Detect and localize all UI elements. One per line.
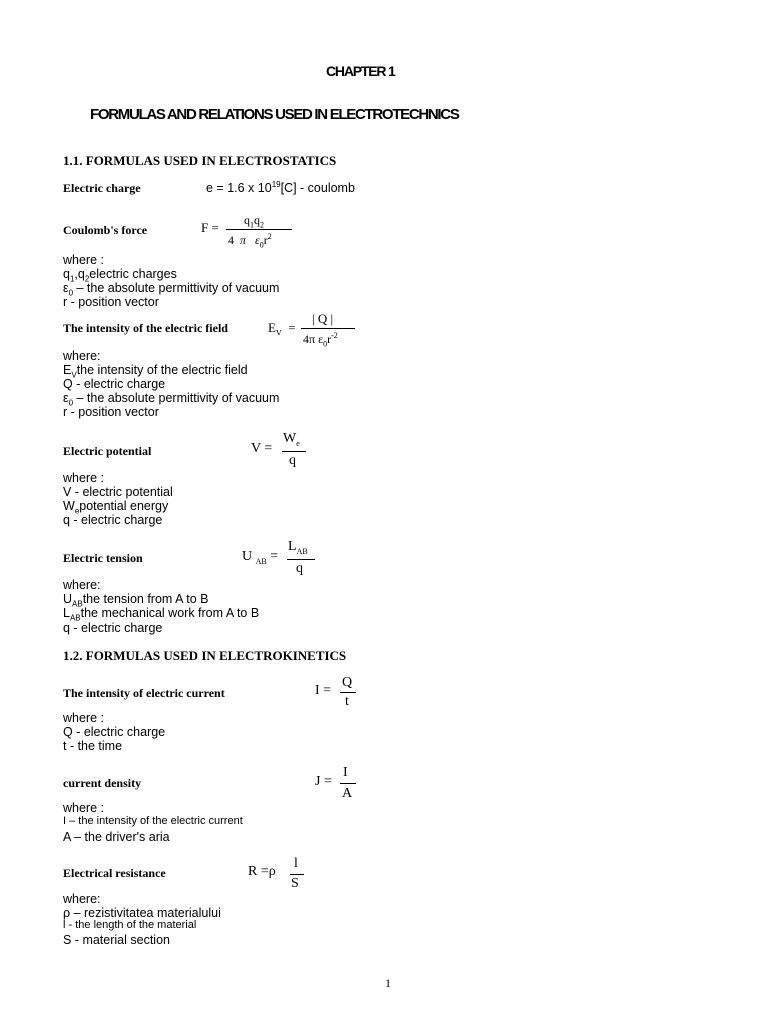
- potential-def-energy: $W_epotential$ energy: [63, 499, 169, 516]
- section-heading-electrostatics: 1.1. FORMULAS USED IN ELECTROSTATICS: [63, 153, 337, 168]
- resistance-where: where:: [63, 892, 101, 906]
- potential-fraction-bar: [282, 451, 306, 452]
- current-denominator: t: [345, 694, 349, 709]
- coulomb-force-label: Coulomb's force: [63, 223, 148, 237]
- field-fraction-bar: [301, 328, 355, 329]
- resistance-def-length: l - the length of the material: [63, 919, 197, 931]
- potential-lhs: V =: [251, 441, 273, 456]
- current-numerator: Q: [342, 675, 353, 690]
- tension-numerator: $L_{AB}$: [288, 539, 308, 556]
- coulomb-denominator: 4 π $\varepsilon_0r^2$: [228, 232, 272, 250]
- electrical-resistance-label: Electrical resistance: [63, 866, 166, 880]
- page-title: FORMULAS AND RELATIONS USED IN ELECTROTECHNICS: [90, 106, 459, 123]
- electric-charge-label: Electric charge: [63, 181, 141, 195]
- current-density-label: current density: [63, 776, 142, 790]
- current-lhs: I =: [315, 683, 332, 698]
- coulomb-def-permittivity: $\varepsilon_0$ – the absolute permittivity of vacuum: [63, 281, 280, 298]
- section-heading-electrokinetics: 1.2. FORMULAS USED IN ELECTROKINETICS: [63, 648, 347, 663]
- coulomb-def-position: r - position vector: [63, 295, 159, 309]
- tension-def-charge: q - electric charge: [63, 621, 163, 635]
- field-where: where:: [63, 349, 101, 363]
- current-def-time: t - the time: [63, 739, 123, 753]
- coulomb-numerator: $q_1q_2$: [244, 213, 264, 230]
- resistance-numerator: l: [294, 856, 298, 871]
- field-def-position: r - position vector: [63, 405, 159, 419]
- tension-fraction-bar: [287, 559, 315, 560]
- current-fraction-bar: [340, 692, 356, 693]
- electric-current-label: The intensity of electric current: [63, 686, 225, 700]
- resistance-lhs: R =ρ: [248, 864, 276, 879]
- electric-tension-label: Electric tension: [63, 551, 143, 565]
- potential-where: where :: [63, 471, 104, 485]
- field-numerator: | Q |: [312, 311, 334, 326]
- electric-field-label: The intensity of the electric field: [63, 321, 228, 335]
- field-def-intensity: $E_Vthe$ intensity of the electric field: [63, 363, 248, 380]
- density-denominator: A: [342, 786, 353, 801]
- coulomb-lhs: F =: [201, 220, 219, 235]
- density-numerator: I: [343, 765, 348, 780]
- field-def-charge: Q - electric charge: [63, 377, 166, 391]
- density-def-intensity: I – the intensity of the electric current: [63, 815, 243, 827]
- potential-denominator: q: [289, 453, 296, 468]
- coulomb-where: where :: [63, 253, 104, 267]
- potential-def-charge: q - electric charge: [63, 513, 163, 527]
- tension-where: where:: [63, 578, 101, 592]
- resistance-denominator: S: [291, 876, 299, 891]
- page-number: 1: [385, 976, 391, 990]
- tension-lhs: U $_{AB}$ =: [242, 549, 279, 566]
- potential-numerator: $W_e$: [283, 431, 300, 448]
- density-fraction-bar: [340, 783, 356, 784]
- field-lhs: $E_V$ =: [268, 320, 296, 338]
- coulomb-def-charges: $q_1,q_2electric$ charges: [63, 267, 177, 284]
- coulomb-fraction-bar: [226, 229, 292, 230]
- current-def-charge: Q - electric charge: [63, 725, 166, 739]
- electric-charge-formula: e = 1.6 x $10^{19}[C]$ - coulomb: [206, 180, 355, 196]
- tension-def-l: $L_{AB}the$ mechanical work from A to B: [63, 606, 260, 623]
- resistance-def-resistivity: ρ – rezistivitatea materialului: [63, 906, 221, 920]
- density-lhs: J =: [315, 774, 332, 789]
- potential-def-v: V - electric potential: [63, 485, 173, 499]
- tension-def-u: $U_{AB}the$ tension from A to B: [63, 592, 209, 609]
- field-def-permittivity: $\varepsilon_0$ – the absolute permittivity of vacuum: [63, 391, 280, 408]
- electric-potential-label: Electric potential: [63, 444, 152, 458]
- resistance-def-section: S - material section: [63, 933, 170, 947]
- density-def-area: A – the driver's aria: [63, 830, 170, 844]
- tension-denominator: q: [296, 561, 303, 576]
- chapter-heading: CHAPTER 1: [326, 63, 395, 79]
- density-where: where :: [63, 801, 104, 815]
- resistance-fraction-bar: [290, 874, 304, 875]
- field-denominator: 4π $\varepsilon_0r^{-2}$: [303, 331, 338, 349]
- current-where: where :: [63, 711, 104, 725]
